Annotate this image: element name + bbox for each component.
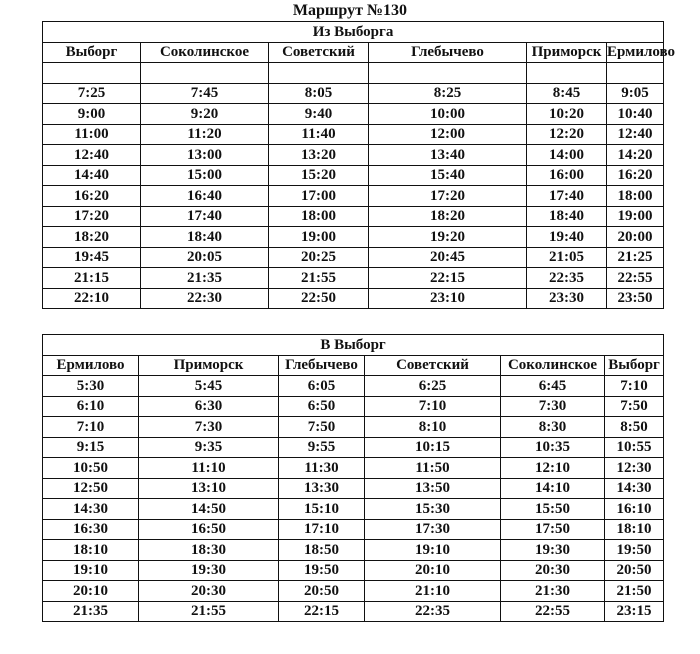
time-cell: 12:50	[43, 478, 139, 499]
time-cell: 20:10	[43, 581, 139, 602]
time-cell: 21:55	[139, 601, 279, 622]
time-cell: 7:30	[139, 417, 279, 438]
column-header: Советский	[269, 42, 369, 63]
time-cell: 11:30	[279, 458, 365, 479]
time-cell: 23:30	[527, 288, 607, 309]
table-row	[43, 519, 664, 540]
time-cell: 23:15	[605, 601, 664, 622]
time-cell: 12:40	[43, 145, 141, 166]
time-cell: 7:30	[501, 396, 605, 417]
table-row	[43, 601, 664, 622]
time-cell: 13:00	[141, 145, 269, 166]
time-cell: 7:10	[43, 417, 139, 438]
time-cell: 14:00	[527, 145, 607, 166]
time-cell: 14:30	[605, 478, 664, 499]
time-cell: 22:50	[269, 288, 369, 309]
time-cell: 9:05	[607, 83, 664, 104]
column-header: Глебычево	[279, 355, 365, 376]
time-cell: 11:40	[269, 124, 369, 145]
time-cell: 15:40	[369, 165, 527, 186]
time-cell: 18:50	[279, 540, 365, 561]
time-cell: 20:00	[607, 227, 664, 248]
table-row	[43, 227, 664, 248]
time-cell: 10:55	[605, 437, 664, 458]
time-cell: 12:00	[369, 124, 527, 145]
column-header: Соколинское	[141, 42, 269, 63]
time-cell: 22:10	[43, 288, 141, 309]
time-cell: 16:10	[605, 499, 664, 520]
time-cell: 15:20	[269, 165, 369, 186]
time-cell: 20:50	[605, 560, 664, 581]
time-cell: 9:35	[139, 437, 279, 458]
table-row	[43, 437, 664, 458]
time-cell: 6:10	[43, 396, 139, 417]
time-cell: 18:00	[269, 206, 369, 227]
time-cell: 21:25	[607, 247, 664, 268]
time-cell: 11:10	[139, 458, 279, 479]
time-cell: 17:00	[269, 186, 369, 207]
time-cell: 9:55	[279, 437, 365, 458]
time-cell: 20:10	[365, 560, 501, 581]
time-cell: 17:20	[369, 186, 527, 207]
table-row	[43, 247, 664, 268]
time-cell: 13:40	[369, 145, 527, 166]
table-row	[43, 478, 664, 499]
time-cell: 22:15	[279, 601, 365, 622]
time-cell: 8:05	[269, 83, 369, 104]
empty-cell	[43, 63, 141, 84]
time-cell: 21:35	[141, 268, 269, 289]
time-cell: 18:10	[605, 519, 664, 540]
table-row	[43, 540, 664, 561]
page-title: Маршрут №130	[292, 2, 408, 19]
column-header: Советский	[365, 355, 501, 376]
empty-cell	[607, 63, 664, 84]
time-cell: 16:20	[43, 186, 141, 207]
time-cell: 18:20	[369, 206, 527, 227]
time-cell: 21:05	[527, 247, 607, 268]
time-cell: 19:30	[139, 560, 279, 581]
time-cell: 19:50	[605, 540, 664, 561]
time-cell: 10:15	[365, 437, 501, 458]
section-caption-from-vyborg: Из Выборга	[43, 22, 664, 43]
table-row	[43, 104, 664, 125]
time-cell: 16:20	[607, 165, 664, 186]
time-cell: 5:45	[139, 376, 279, 397]
time-cell: 21:10	[365, 581, 501, 602]
time-cell: 15:10	[279, 499, 365, 520]
table-row	[43, 268, 664, 289]
time-cell: 7:10	[365, 396, 501, 417]
time-cell: 19:00	[269, 227, 369, 248]
column-header: Приморск	[139, 355, 279, 376]
time-cell: 22:15	[369, 268, 527, 289]
time-cell: 8:45	[527, 83, 607, 104]
time-cell: 11:50	[365, 458, 501, 479]
time-cell: 19:50	[279, 560, 365, 581]
time-cell: 19:30	[501, 540, 605, 561]
time-cell: 19:45	[43, 247, 141, 268]
time-cell: 18:10	[43, 540, 139, 561]
table-row	[43, 186, 664, 207]
time-cell: 16:40	[141, 186, 269, 207]
timetable-from-vyborg	[42, 21, 676, 309]
timetable-to-vyborg	[42, 334, 663, 622]
time-cell: 19:00	[607, 206, 664, 227]
time-cell: 17:40	[527, 186, 607, 207]
time-cell: 22:35	[365, 601, 501, 622]
time-cell: 6:05	[279, 376, 365, 397]
time-cell: 13:20	[269, 145, 369, 166]
time-cell: 15:00	[141, 165, 269, 186]
time-cell: 9:40	[269, 104, 369, 125]
time-cell: 16:50	[139, 519, 279, 540]
time-cell: 17:50	[501, 519, 605, 540]
time-cell: 17:10	[279, 519, 365, 540]
time-cell: 20:30	[501, 560, 605, 581]
time-cell: 18:40	[141, 227, 269, 248]
time-cell: 18:20	[43, 227, 141, 248]
time-cell: 18:30	[139, 540, 279, 561]
empty-cell	[141, 63, 269, 84]
time-cell: 22:55	[501, 601, 605, 622]
column-header: Выборг	[43, 42, 141, 63]
time-cell: 23:50	[607, 288, 664, 309]
time-cell: 11:00	[43, 124, 141, 145]
table-row	[43, 581, 664, 602]
time-cell: 21:35	[43, 601, 139, 622]
time-cell: 7:50	[605, 396, 664, 417]
time-cell: 13:30	[279, 478, 365, 499]
time-cell: 7:25	[43, 83, 141, 104]
time-cell: 9:15	[43, 437, 139, 458]
time-cell: 10:00	[369, 104, 527, 125]
time-cell: 10:50	[43, 458, 139, 479]
time-cell: 20:50	[279, 581, 365, 602]
time-cell: 19:20	[369, 227, 527, 248]
time-cell: 20:05	[141, 247, 269, 268]
time-cell: 5:30	[43, 376, 139, 397]
time-cell: 20:25	[269, 247, 369, 268]
time-cell: 19:10	[365, 540, 501, 561]
time-cell: 19:40	[527, 227, 607, 248]
time-cell: 21:50	[605, 581, 664, 602]
time-cell: 20:45	[369, 247, 527, 268]
table-row	[43, 124, 664, 145]
time-cell: 8:30	[501, 417, 605, 438]
time-cell: 20:30	[139, 581, 279, 602]
time-cell: 6:30	[139, 396, 279, 417]
time-cell: 12:20	[527, 124, 607, 145]
column-header: Ермилово	[43, 355, 139, 376]
time-cell: 21:30	[501, 581, 605, 602]
time-cell: 15:30	[365, 499, 501, 520]
time-cell: 19:10	[43, 560, 139, 581]
time-cell: 9:00	[43, 104, 141, 125]
time-cell: 8:25	[369, 83, 527, 104]
table-row	[43, 396, 664, 417]
table-row	[43, 458, 664, 479]
column-header: Соколинское	[501, 355, 605, 376]
time-cell: 21:55	[269, 268, 369, 289]
time-cell: 11:20	[141, 124, 269, 145]
section-caption-to-vyborg: В Выборг	[43, 335, 664, 356]
time-cell: 17:20	[43, 206, 141, 227]
time-cell: 6:45	[501, 376, 605, 397]
time-cell: 22:35	[527, 268, 607, 289]
time-cell: 17:40	[141, 206, 269, 227]
time-cell: 13:50	[365, 478, 501, 499]
time-cell: 6:25	[365, 376, 501, 397]
timetable-to-vyborg-table	[42, 334, 664, 622]
table-row	[43, 288, 664, 309]
time-cell: 14:20	[607, 145, 664, 166]
time-cell: 14:10	[501, 478, 605, 499]
time-cell: 14:50	[139, 499, 279, 520]
time-cell: 12:40	[607, 124, 664, 145]
time-cell: 12:10	[501, 458, 605, 479]
table-row	[43, 145, 664, 166]
empty-cell	[527, 63, 607, 84]
time-cell: 13:10	[139, 478, 279, 499]
time-cell: 10:40	[607, 104, 664, 125]
time-cell: 23:10	[369, 288, 527, 309]
column-header: Глебычево	[369, 42, 527, 63]
table-row	[43, 376, 664, 397]
column-header: Выборг	[605, 355, 664, 376]
time-cell: 8:50	[605, 417, 664, 438]
empty-cell	[369, 63, 527, 84]
time-cell: 14:40	[43, 165, 141, 186]
time-cell: 10:20	[527, 104, 607, 125]
time-cell: 9:20	[141, 104, 269, 125]
table-row	[43, 83, 664, 104]
time-cell: 7:45	[141, 83, 269, 104]
time-cell: 16:30	[43, 519, 139, 540]
empty-cell	[269, 63, 369, 84]
time-cell: 22:30	[141, 288, 269, 309]
timetable-from-vyborg-table	[42, 21, 676, 309]
table-row	[43, 165, 664, 186]
table-row	[43, 206, 664, 227]
time-cell: 17:30	[365, 519, 501, 540]
time-cell: 14:30	[43, 499, 139, 520]
time-cell: 18:00	[607, 186, 664, 207]
time-cell: 6:50	[279, 396, 365, 417]
column-header: Приморск	[527, 42, 607, 63]
table-row	[43, 417, 664, 438]
time-cell: 12:30	[605, 458, 664, 479]
table-row	[43, 499, 664, 520]
table-row	[43, 560, 664, 581]
time-cell: 15:50	[501, 499, 605, 520]
time-cell: 8:10	[365, 417, 501, 438]
time-cell: 16:00	[527, 165, 607, 186]
time-cell: 7:50	[279, 417, 365, 438]
time-cell: 21:15	[43, 268, 141, 289]
time-cell: 18:40	[527, 206, 607, 227]
time-cell: 22:55	[607, 268, 664, 289]
time-cell: 7:10	[605, 376, 664, 397]
column-header: Ермилово	[607, 42, 664, 63]
time-cell: 10:35	[501, 437, 605, 458]
